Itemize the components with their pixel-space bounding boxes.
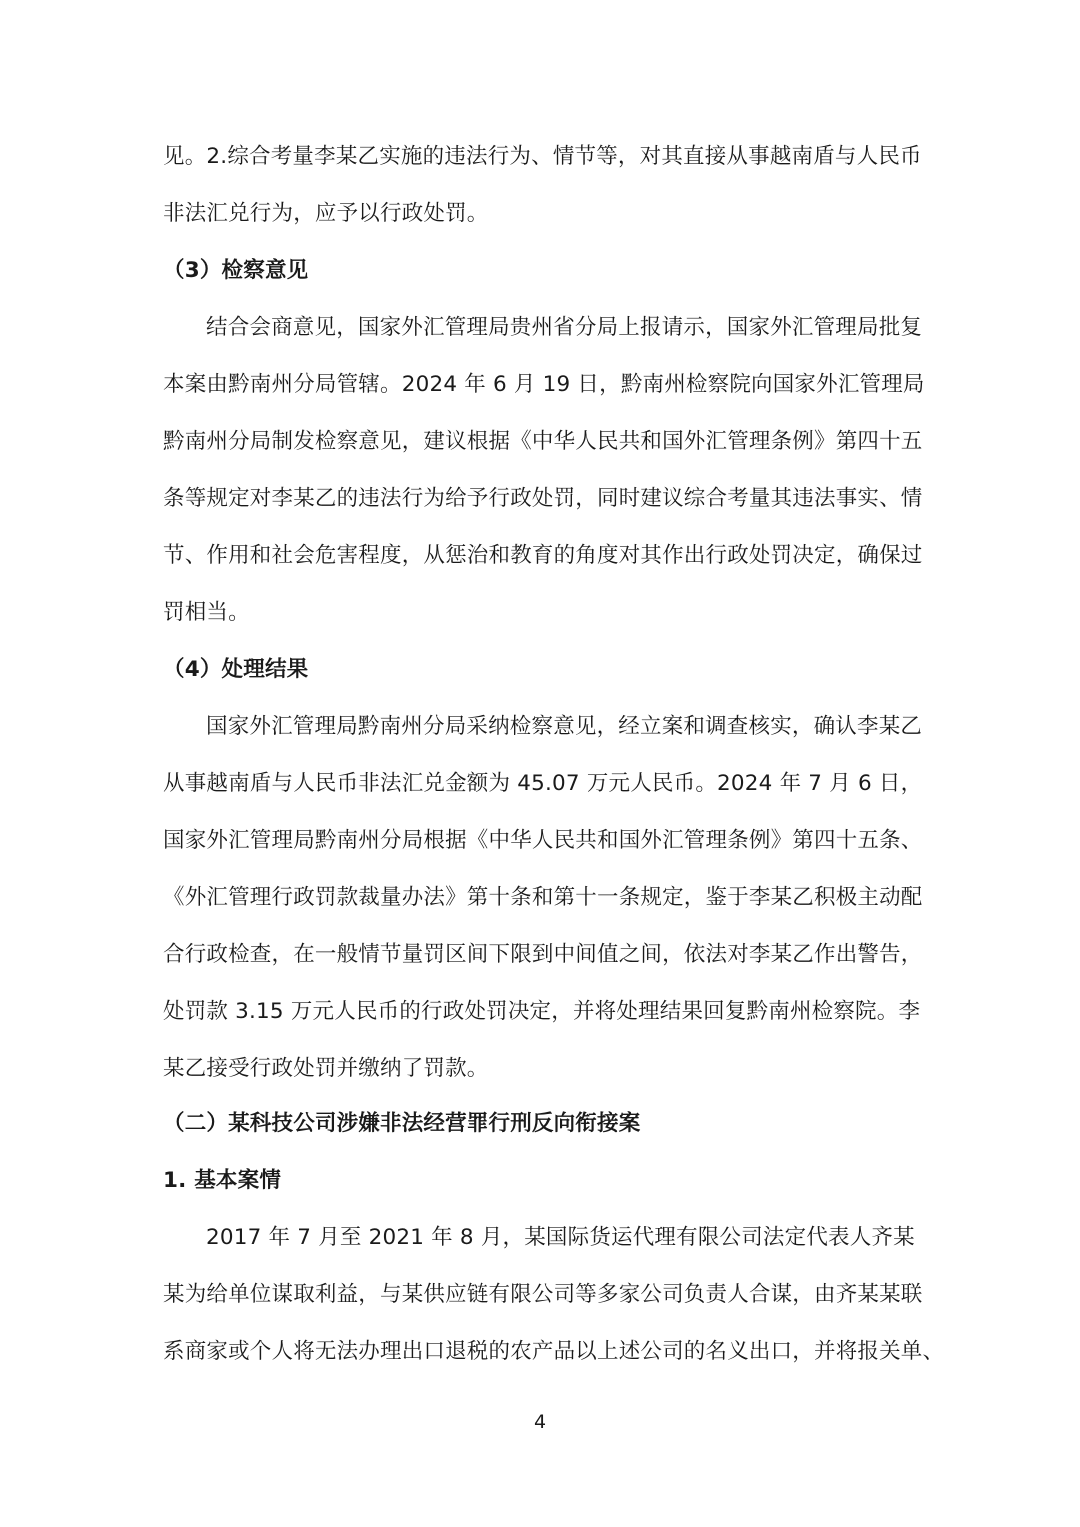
text-line: 本案由黔南州分局管辖。2024 年 6 月 19 日，黔南州检察院向国家外汇管理局 xyxy=(163,372,925,397)
text-line: 某乙接受行政处罚并缴纳了罚款。 xyxy=(163,1056,489,1081)
text-line: 从事越南盾与人民币非法汇兑金额为 45.07 万元人民币。2024 年 7 月 6 日， xyxy=(163,771,923,796)
text-line: 国家外汇管理局黔南州分局根据《中华人民共和国外汇管理条例》第四十五条、 xyxy=(163,828,923,853)
text-line: 国家外汇管理局黔南州分局采纳检察意见，经立案和调查核实，确认李某乙 xyxy=(206,714,923,739)
section-heading: （4）处理结果 xyxy=(163,657,309,682)
text-line: 合行政检查，在一般情节量罚区间下限到中间值之间，依法对李某乙作出警告， xyxy=(163,942,923,967)
text-line: 非法汇兑行为，应予以行政处罚。 xyxy=(163,201,489,226)
text-line: 条等规定对李某乙的违法行为给予行政处罚，同时建议综合考量其违法事实、情 xyxy=(163,486,923,511)
section-heading: （3）检察意见 xyxy=(163,258,309,283)
text-line: 见。2.综合考量李某乙实施的违法行为、情节等，对其直接从事越南盾与人民币 xyxy=(163,144,922,169)
section-heading: （二）某科技公司涉嫌非法经营罪行刑反向衔接案 xyxy=(163,1111,641,1136)
text-line: 系商家或个人将无法办理出口退税的农产品以上述公司的名义出口，并将报关单、 xyxy=(163,1339,945,1364)
text-line: 《外汇管理行政罚款裁量办法》第十条和第十一条规定，鉴于李某乙积极主动配 xyxy=(163,885,923,910)
text-line: 结合会商意见，国家外汇管理局贵州省分局上报请示，国家外汇管理局批复 xyxy=(206,315,923,340)
text-line: 黔南州分局制发检察意见，建议根据《中华人民共和国外汇管理条例》第四十五 xyxy=(163,429,923,454)
section-heading: 1. 基本案情 xyxy=(163,1168,282,1193)
text-line: 罚相当。 xyxy=(163,600,250,625)
text-line: 节、作用和社会危害程度，从惩治和教育的角度对其作出行政处罚决定，确保过 xyxy=(163,543,923,568)
text-line: 处罚款 3.15 万元人民币的行政处罚决定，并将处理结果回复黔南州检察院。李 xyxy=(163,999,921,1024)
text-line: 2017 年 7 月至 2021 年 8 月，某国际货运代理有限公司法定代表人齐某 xyxy=(206,1225,915,1250)
page-number: 4 xyxy=(533,1411,547,1433)
text-line: 某为给单位谋取利益，与某供应链有限公司等多家公司负责人合谋，由齐某某联 xyxy=(163,1282,923,1307)
